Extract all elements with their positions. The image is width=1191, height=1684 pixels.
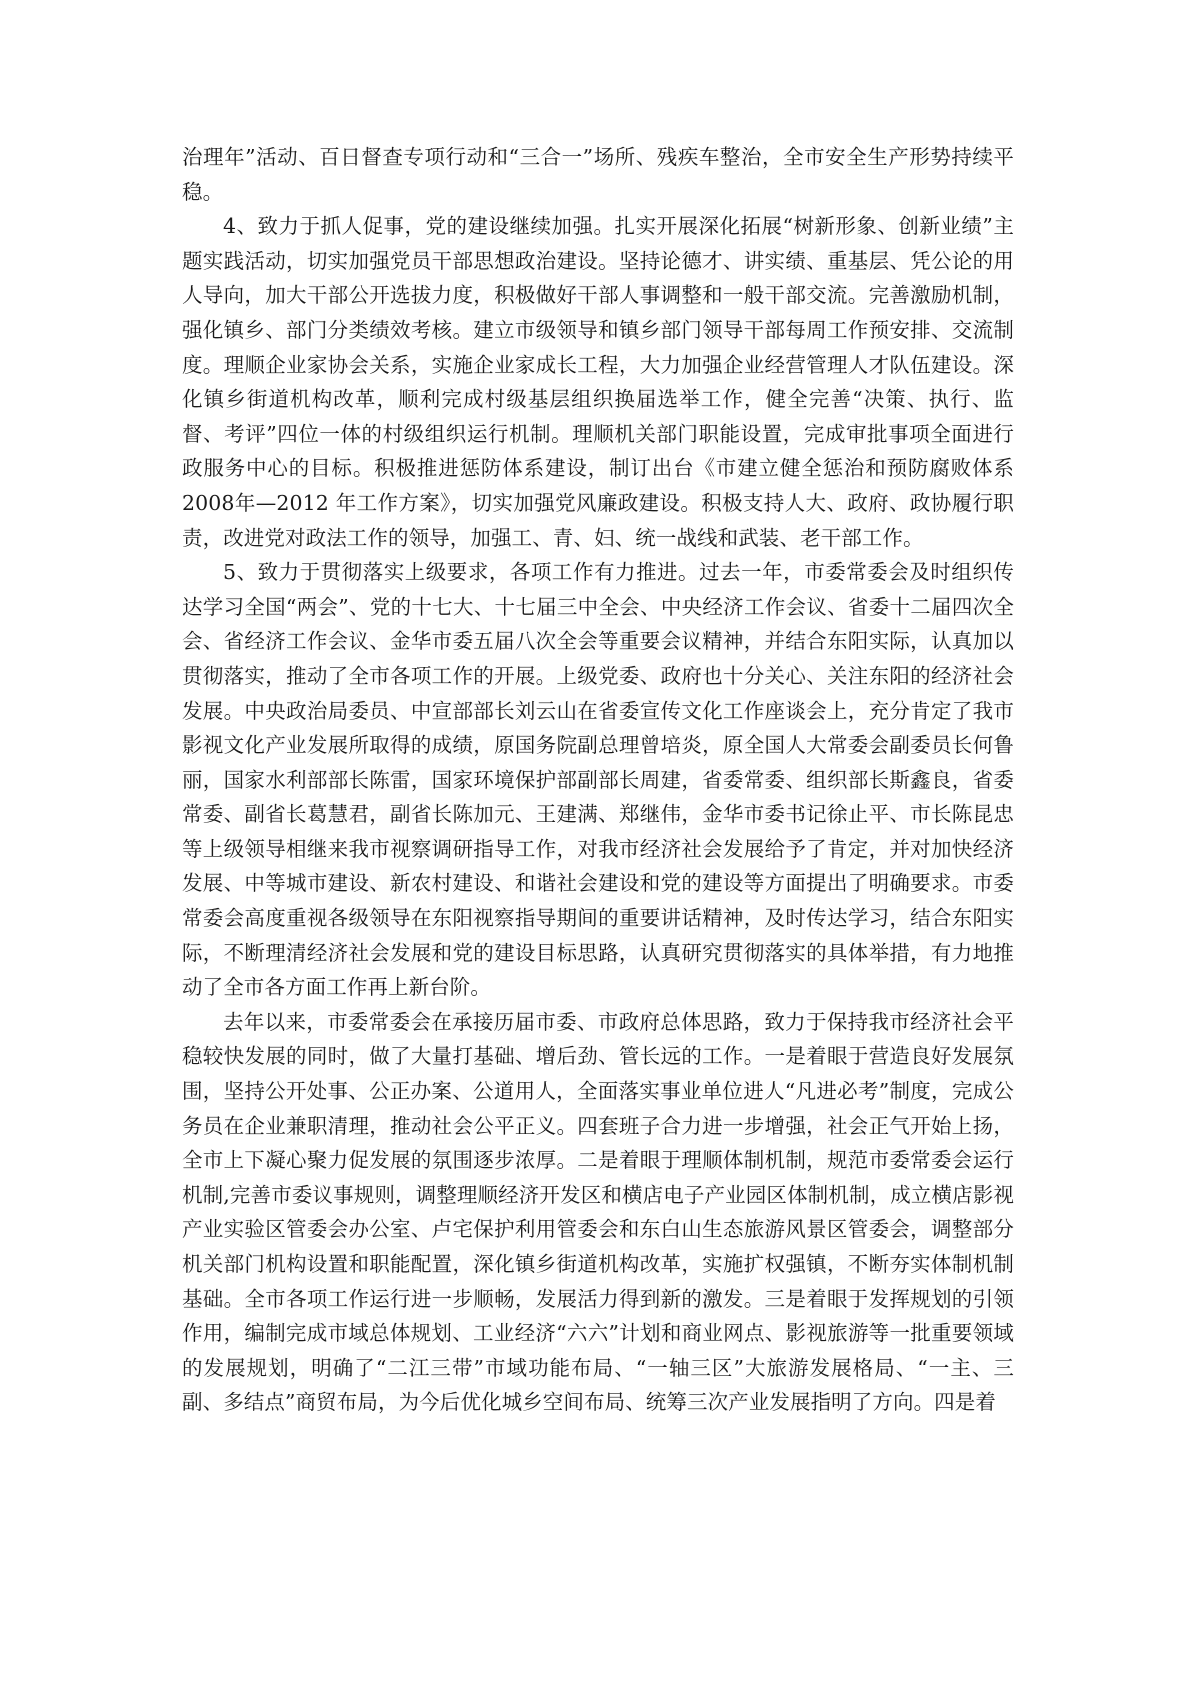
paragraph-continuation: 治理年”活动、百日督查专项行动和“三合一”场所、残疾车整治，全市安全生产形势持续平稳。 <box>182 145 1014 204</box>
paragraph-party-building: 4、致力于抓人促事，党的建设继续加强。扎实开展深化拓展“树新形象、创新业绩”主题实践活动，切实加强党员干部思想政治建设。坚持论德才、讲实绩、重基层、凭公论的用人导向，加大干部公开选拔力度，积极做好干部人事调整和一般干部交流。完善激励机制，强化镇乡、部门分类绩效考核。建立市级领导和镇乡部门领导干部每周工作预安排、交流制度。理顺企业家协会关系，实施企业家成长工程，大力加强企业经营管理人才队伍建设。深化镇乡街道机构改革，顺利完成村级基层组织换届选举工作，健全完善“决策、执行、监督、考评”四位一体的村级组织运行机制。理顺机关部门职能设置，完成审批事项全面进行政服务中心的目标。积极推进惩防体系建设，制订出台《市建立健全惩治和预防腐败体系2008年—2012 年工作方案》，切实加强党风廉政建设。积极支持人大、政府、政协履行职责，改进党对政法工作的领导，加强工、青、妇、统一战线和武装、老干部工作。 <box>182 214 1014 550</box>
paragraph-implementation: 5、致力于贯彻落实上级要求，各项工作有力推进。过去一年，市委常委会及时组织传达学习全国“两会”、党的十七大、十七届三中全会、中央经济工作会议、省委十二届四次全会、省经济工作会议、金华市委五届八次全会等重要会议精神，并结合东阳实际，认真加以贯彻落实，推动了全市各项工作的开展。上级党委、政府也十分关心、关注东阳的经济社会发展。中央政治局委员、中宣部部长刘云山在省委宣传文化工作座谈会上，充分肯定了我市影视文化产业发展所取得的成绩，原国务院副总理曾培炎，原全国人大常委会副委员长何鲁丽，国家水利部部长陈雷，国家环境保护部副部长周建，省委常委、组织部长斯鑫良，省委常委、副省长葛慧君，副省长陈加元、王建满、郑继伟，金华市委书记徐止平、市长陈昆忠等上级领导相继来我市视察调研指导工作，对我市经济社会发展给予了肯定，并对加快经济发展、中等城市建设、新农村建设、和谐社会建设和党的建设等方面提出了明确要求。市委常委会高度重视各级领导在东阳视察指导期间的重要讲话精神，及时传达学习，结合东阳实际，不断理清经济社会发展和党的建设目标思路，认真研究贯彻落实的具体举措，有力地推动了全市各方面工作再上新台阶。 <box>182 560 1014 1000</box>
document-body <box>182 140 1014 1420</box>
paragraph-summary: 去年以来，市委常委会在承接历届市委、市政府总体思路，致力于保持我市经济社会平稳较快发展的同时，做了大量打基础、增后劲、管长远的工作。一是着眼于营造良好发展氛围，坚持公开处事、公正办案、公道用人，全面落实事业单位进人“凡进必考”制度，完成公务员在企业兼职清理，推动社会公平正义。四套班子合力进一步增强，社会正气开始上扬，全市上下凝心聚力促发展的氛围逐步浓厚。二是着眼于理顺体制机制，规范市委常委会运行机制,完善市委议事规则，调整理顺经济开发区和横店电子产业园区体制机制，成立横店影视产业实验区管委会办公室、卢宅保护利用管委会和东白山生态旅游风景区管委会，调整部分机关部门机构设置和职能配置，深化镇乡街道机构改革，实施扩权强镇，不断夯实体制机制基础。全市各项工作运行进一步顺畅，发展活力得到新的激发。三是着眼于发挥规划的引领作用，编制完成市域总体规划、工业经济“六六”计划和商业网点、影视旅游等一批重要领域的发展规划，明确了“二江三带”市域功能布局、“一轴三区”大旅游发展格局、“一主、三副、多结点”商贸布局，为今后优化城乡空间布局、统筹三次产业发展指明了方向。四是着 <box>182 1009 1014 1415</box>
